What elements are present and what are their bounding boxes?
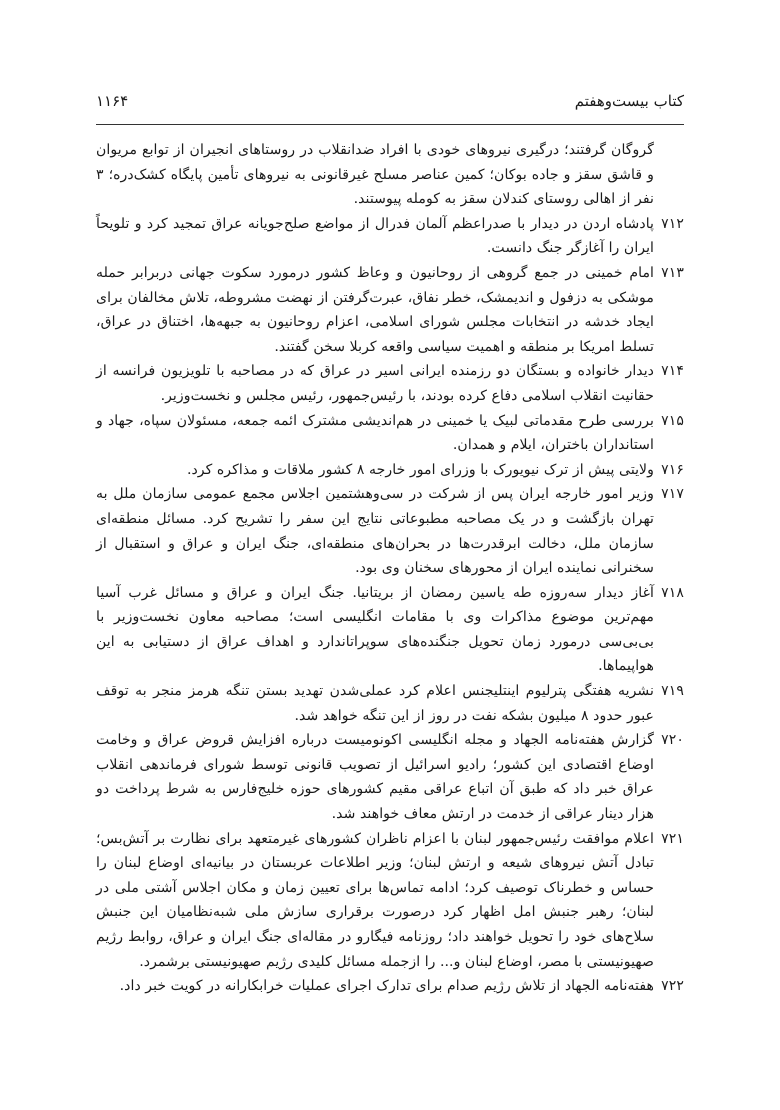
entry-720: [96, 728, 684, 826]
entry-717: [96, 482, 684, 580]
entry-718: [96, 581, 684, 679]
continuation-paragraph: گروگان گرفتند؛ درگیری نیروهای خودی با افراد ضدانقلاب در روستاهای انجیران از توابع مریوان و قاشق سقز و جاده بوکان؛ کمین عناصر مسلح غیرقانونی به نیروهای تأمین پایگاه کشک‌دره؛ ۳ نفر از اهالی روستای کندلان سقز به کومله پیوستند.: [96, 142, 654, 208]
entry-712: [96, 212, 684, 261]
entry-text: دیدار خانواده و بستگان دو رزمنده ایرانی اسیر در عراق که در مصاحبه با تلویزیون فرانسه از حقانیت انقلاب اسلامی دفاع کرده بودند، با رئیس‌جمهور، رئیس مجلس و نخست‌وزیر.: [96, 363, 654, 404]
entry-text: آغاز دیدار سه‌روزه طه یاسین رمضان از بریتانیا. جنگ ایران و عراق و مسائل غرب آسیا مهم‌ترین موضوع مذاکرات وی با مقامات انگلیسی است؛ مصاحبه معاون نخست‌وزیر با بی‌بی‌سی درمورد زمان تحویل جنگنده‌های سوپراتاندارد و اهداف عراق از دستیابی به این هواپیماها.: [96, 584, 654, 675]
entry-number: ۷۲۰: [661, 732, 684, 749]
entry-number: ۷۱۹: [661, 683, 684, 700]
entry-text: امام خمینی در جمع گروهی از روحانیون و وعاظ کشور درمورد سکوت جهانی دربرابر حمله موشکی به دزفول و اندیمشک، خطر نفاق، عبرت‌گرفتن از نهضت مشروطه، تلاش مخالفان برای ایجاد خدشه در انتخابات مجلس شورای اسلامی، اعزام روحانیون به جبهه‌ها، اختناق در عراق، تسلط امریکا بر منطقه و اهمیت سیاسی واقعه کربلا سخن گفتند.: [96, 264, 654, 355]
entry-text: نشریه هفتگی پترلیوم اینتلیجنس اعلام کرد عملی‌شدن تهدید بستن تنگه هرمز منجر به توقف عبور حدود ۸ میلیون بشکه نفت در روز از این تنگه خواهد شد.: [96, 683, 654, 724]
entry-text: پادشاه اردن در دیدار با صدراعظم آلمان فدرال از مواضع صلح‌جویانه عراق تمجید کرد و تلویحاً ایران را آغازگر جنگ دانست.: [96, 215, 654, 257]
entry-number: ۷۱۶: [661, 461, 684, 478]
page-header: [96, 92, 684, 118]
page-number: ۱۱۶۴: [96, 92, 129, 110]
header-rule: [96, 124, 684, 125]
entry-number: ۷۱۴: [661, 363, 684, 380]
entry-number: ۷۱۵: [661, 412, 684, 429]
entry-719: [96, 679, 684, 728]
entry-number: ۷۱۷: [661, 486, 684, 503]
entry-721: [96, 827, 684, 975]
entry-text: بررسی طرح مقدماتی لبیک یا خمینی در هم‌اندیشی مشترک ائمه جمعه، مسئولان سپاه، جهاد و استانداران باختران، ایلام و همدان.: [96, 412, 654, 454]
chronology-body: [96, 138, 684, 999]
entry-number: ۷۱۲: [661, 215, 684, 232]
book-title: کتاب بیست‌وهفتم: [574, 92, 684, 110]
entry-text: اعلام موافقت رئیس‌جمهور لبنان با اعزام ناظران کشورهای غیرمتعهد برای نظارت بر آتش‌بس؛ تبادل آتش نیروهای شیعه و ارتش لبنان؛ وزیر اطلاعات عربستان در بیانیه‌ای اوضاع لبنان را حساس و خطرناک توصیف کرد؛ ادامه تماس‌ها برای تعیین زمان و مکان اجلاس آشتی ملی در لبنان؛ رهبر جنبش امل اظهار کرد درصورت برقراری سازش ملی شبه‌نظامیان این جنبش سلاح‌های خود را تحویل خواهند داد؛ روزنامه فیگارو در مقاله‌ای جنگ ایران و عراق، روابط رژیم صهیونیستی با مصر، اوضاع لبنان و... را ازجمله مسائل کلیدی رژیم صهیونیستی برشمرد.: [96, 830, 654, 970]
entry-text: ولایتی پیش از ترک نیویورک با وزرای امور خارجه ۸ کشور ملاقات و مذاکره کرد.: [186, 461, 654, 478]
entry-722: [96, 974, 684, 999]
entry-number: ۷۲۱: [661, 830, 684, 847]
entry-text: گزارش هفته‌نامه الجهاد و مجله انگلیسی اکونومیست درباره افزایش قروض عراق و وخامت اوضاع اقتصادی این کشور؛ رادیو اسرائیل از تصویب قانونی توسط شورای فرماندهی انقلاب عراق خبر داد که طبق آن اتباع عراقی مقیم کشورهای حوزه خلیج‌فارس به شرط پرداخت دو هزار دینار عراقی از خدمت در ارتش معاف خواهند شد.: [96, 732, 654, 823]
entry-number: ۷۱۸: [661, 584, 684, 601]
entry-number: ۷۱۳: [661, 264, 684, 281]
entry-716: [96, 458, 684, 483]
entry-713: [96, 261, 684, 359]
entry-715: [96, 409, 684, 458]
entry-number: ۷۲۲: [661, 978, 684, 995]
entry-714: [96, 359, 684, 408]
entry-text: وزیر امور خارجه ایران پس از شرکت در سی‌وهشتمین اجلاس مجمع عمومی سازمان ملل به تهران بازگشت و در یک مصاحبه مطبوعاتی نتایج این سفر را تشریح کرد. مسائل منطقه‌ای سازمان ملل، دخالت ابرقدرت‌ها در بحران‌های منطقه‌ای، جنگ ایران و عراق و استقبال از سخنرانی نماینده ایران از محورهای سخنان وی بود.: [96, 486, 654, 577]
entry-text: هفته‌نامه الجهاد از تلاش رژیم صدام برای تدارک اجرای عملیات خرابکارانه در کویت خبر داد.: [119, 978, 654, 995]
